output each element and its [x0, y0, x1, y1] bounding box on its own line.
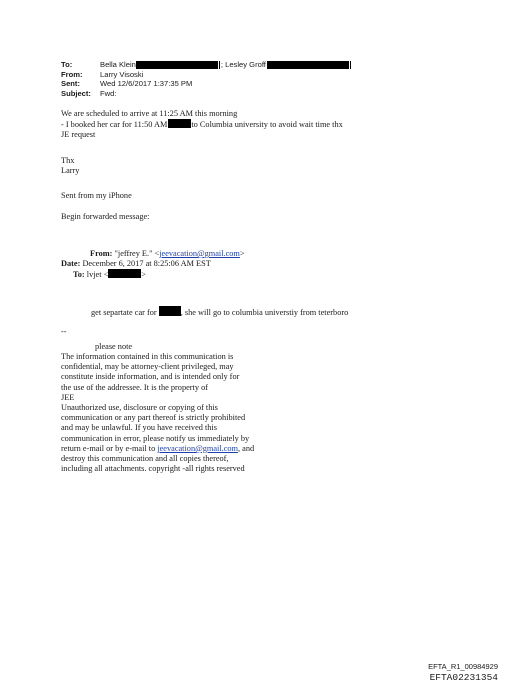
message-text: , she will go to columbia universtiy from teterboro: [180, 308, 349, 317]
please-note: please note: [95, 342, 133, 351]
disclaimer-line: the use of the addressee. It is the property of: [61, 382, 208, 392]
fwd-to-value: lvjet <: [86, 270, 109, 280]
disclaimer-line: Unauthorized use, disclosure or copying of this: [61, 403, 218, 413]
disclaimer-line: including all attachments. copyright -all rights reserved: [61, 464, 245, 474]
fwd-from-label: From:: [90, 249, 113, 258]
body-line: We are scheduled to arrive at 11:25 AM this morning: [61, 109, 238, 118]
disclaimer-text: , and: [237, 443, 255, 453]
disclaimer-email-link[interactable]: jeevacation@gmail.com: [157, 443, 238, 453]
redaction-box: [168, 119, 191, 128]
begin-forwarded-text: Begin forwarded message:: [61, 212, 150, 221]
disclaimer-text: return e-mail or by e-mail to: [61, 443, 158, 453]
disclaimer-line: destroy this communication and all copies thereof,: [61, 454, 229, 464]
fwd-to-label: To:: [73, 270, 85, 280]
redaction-box: [267, 61, 349, 69]
separator-bar: [350, 61, 351, 69]
email-body: [61, 109, 343, 141]
to-second-name: ; Lesley Groff: [220, 60, 266, 69]
disclaimer-line: communication or any part thereof is strictly prohibited: [61, 413, 246, 423]
disclaimer-line: [61, 444, 254, 454]
footer-ref-large: EFTA02231354: [429, 672, 498, 683]
redaction-box: [108, 269, 141, 278]
disclaimer-line: constitute inside information, and is intended only for: [61, 372, 240, 382]
from-label: From:: [61, 69, 83, 79]
separator-bar: [219, 61, 220, 69]
to-row: [61, 60, 352, 70]
subject-row: [61, 89, 352, 99]
sent-row: [61, 79, 352, 89]
body-line: [61, 119, 343, 130]
message-text: get separtate car for: [91, 308, 157, 317]
fwd-from-close: >: [239, 249, 245, 258]
redaction-box: [159, 306, 181, 316]
footer-ref-small: EFTA_R1_00984929: [428, 662, 498, 671]
signature-dashes: --: [61, 327, 67, 336]
forwarded-message: [91, 306, 348, 318]
fwd-date-label: Date:: [61, 259, 81, 269]
disclaimer-line: communication in error, please notify us immediately by: [61, 433, 250, 443]
from-row: [61, 70, 352, 80]
disclaimer-line: and may be unlawful. If you have received this: [61, 423, 217, 433]
disclaimer: [61, 352, 254, 474]
disclaimer-line: The information contained in this communication is: [61, 352, 234, 361]
from-value: Larry Visoski: [100, 69, 144, 79]
body-text: - I booked her car for 11:50 AM: [61, 120, 168, 130]
subject-label: Subject:: [61, 88, 91, 98]
fwd-from-row: [61, 249, 245, 259]
thx-text: Thx: [61, 156, 75, 165]
fwd-date-value: December 6, 2017 at 8:25:06 AM EST: [82, 259, 211, 269]
fwd-date-row: [61, 259, 245, 269]
sent-value: Wed 12/6/2017 1:37:35 PM: [100, 79, 193, 89]
fwd-to-close: >: [141, 270, 146, 280]
to-label: To:: [61, 60, 73, 69]
to-name: Bella Klein: [100, 60, 136, 69]
sent-label: Sent:: [61, 79, 80, 89]
email-header: [61, 60, 352, 98]
fwd-from-name: "jeffrey E." <: [114, 249, 160, 258]
redaction-box: [136, 61, 218, 69]
fwd-to-row: [61, 269, 245, 280]
forwarded-header: [61, 249, 245, 281]
sent-from-text: Sent from my iPhone: [61, 191, 132, 200]
sign-off: [61, 156, 79, 176]
sender-name: Larry: [61, 166, 80, 176]
body-line: JE request: [61, 130, 96, 140]
body-text: to Columbia university to avoid wait time thx: [191, 120, 343, 130]
disclaimer-line: confidential, may be attorney-client privileged, may: [61, 362, 234, 372]
disclaimer-line: JEE: [61, 392, 75, 402]
subject-value: Fwd:: [100, 88, 117, 98]
fwd-email-link[interactable]: jeevacation@gmail.com: [159, 249, 240, 258]
